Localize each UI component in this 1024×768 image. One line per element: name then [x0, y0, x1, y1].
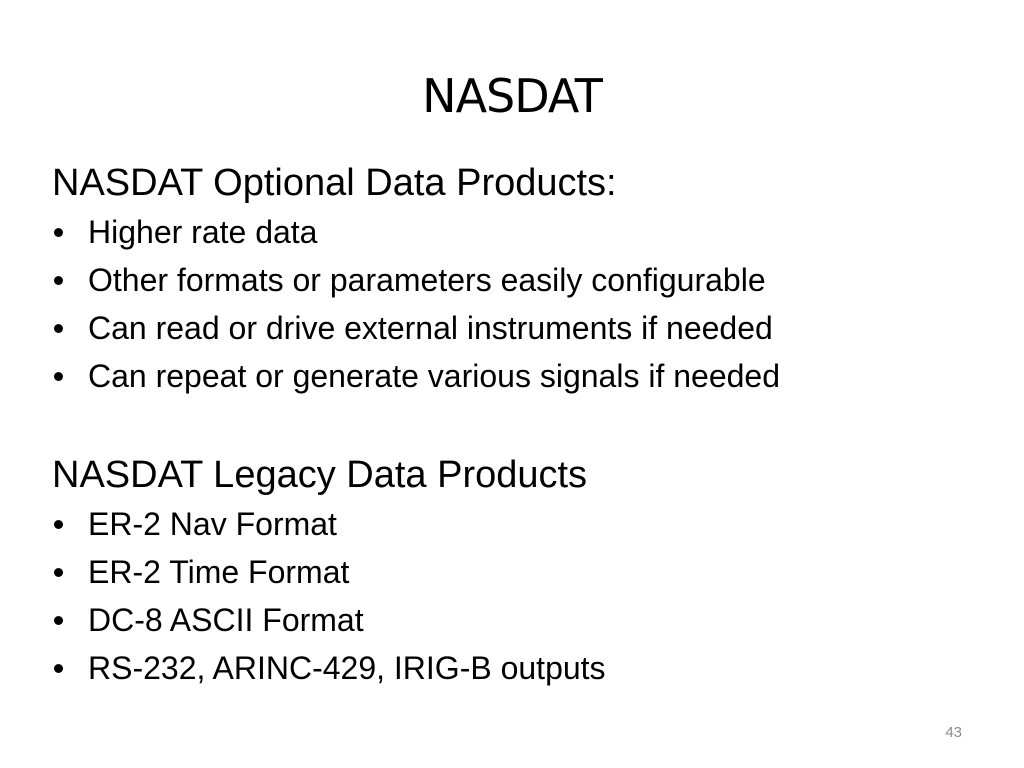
list-item-text: Higher rate data — [88, 214, 318, 250]
bullet-icon — [54, 276, 63, 285]
list-item — [52, 304, 780, 352]
list-item — [52, 500, 606, 548]
legacy-products-list — [52, 500, 606, 692]
bullet-icon — [54, 372, 63, 381]
bullet-icon — [54, 228, 63, 237]
legacy-products-heading: NASDAT Legacy Data Products — [52, 454, 588, 496]
bullet-icon — [54, 324, 63, 333]
bullet-icon — [54, 664, 63, 673]
list-item-text: ER-2 Nav Format — [88, 506, 337, 542]
list-item-text: DC-8 ASCII Format — [88, 602, 364, 638]
list-item-text: RS-232, ARINC-429, IRIG-B outputs — [88, 650, 606, 686]
list-item — [52, 644, 606, 692]
bullet-icon — [54, 616, 63, 625]
bullet-icon — [54, 520, 63, 529]
optional-products-heading: NASDAT Optional Data Products: — [52, 162, 617, 204]
list-item-text: ER-2 Time Format — [88, 554, 350, 590]
list-item — [52, 352, 780, 400]
optional-products-list — [52, 208, 780, 400]
list-item-text: Other formats or parameters easily configurable — [88, 262, 766, 298]
bullet-icon — [54, 568, 63, 577]
optional-products-section — [52, 158, 780, 400]
list-item — [52, 548, 606, 596]
page-number: 43 — [945, 724, 962, 741]
list-item — [52, 256, 780, 304]
slide-title: NASDAT — [422, 69, 602, 123]
list-item — [52, 208, 780, 256]
list-item — [52, 596, 606, 644]
list-item-text: Can repeat or generate various signals if needed — [88, 358, 780, 394]
legacy-products-section — [52, 450, 606, 692]
list-item-text: Can read or drive external instruments if needed — [88, 310, 773, 346]
